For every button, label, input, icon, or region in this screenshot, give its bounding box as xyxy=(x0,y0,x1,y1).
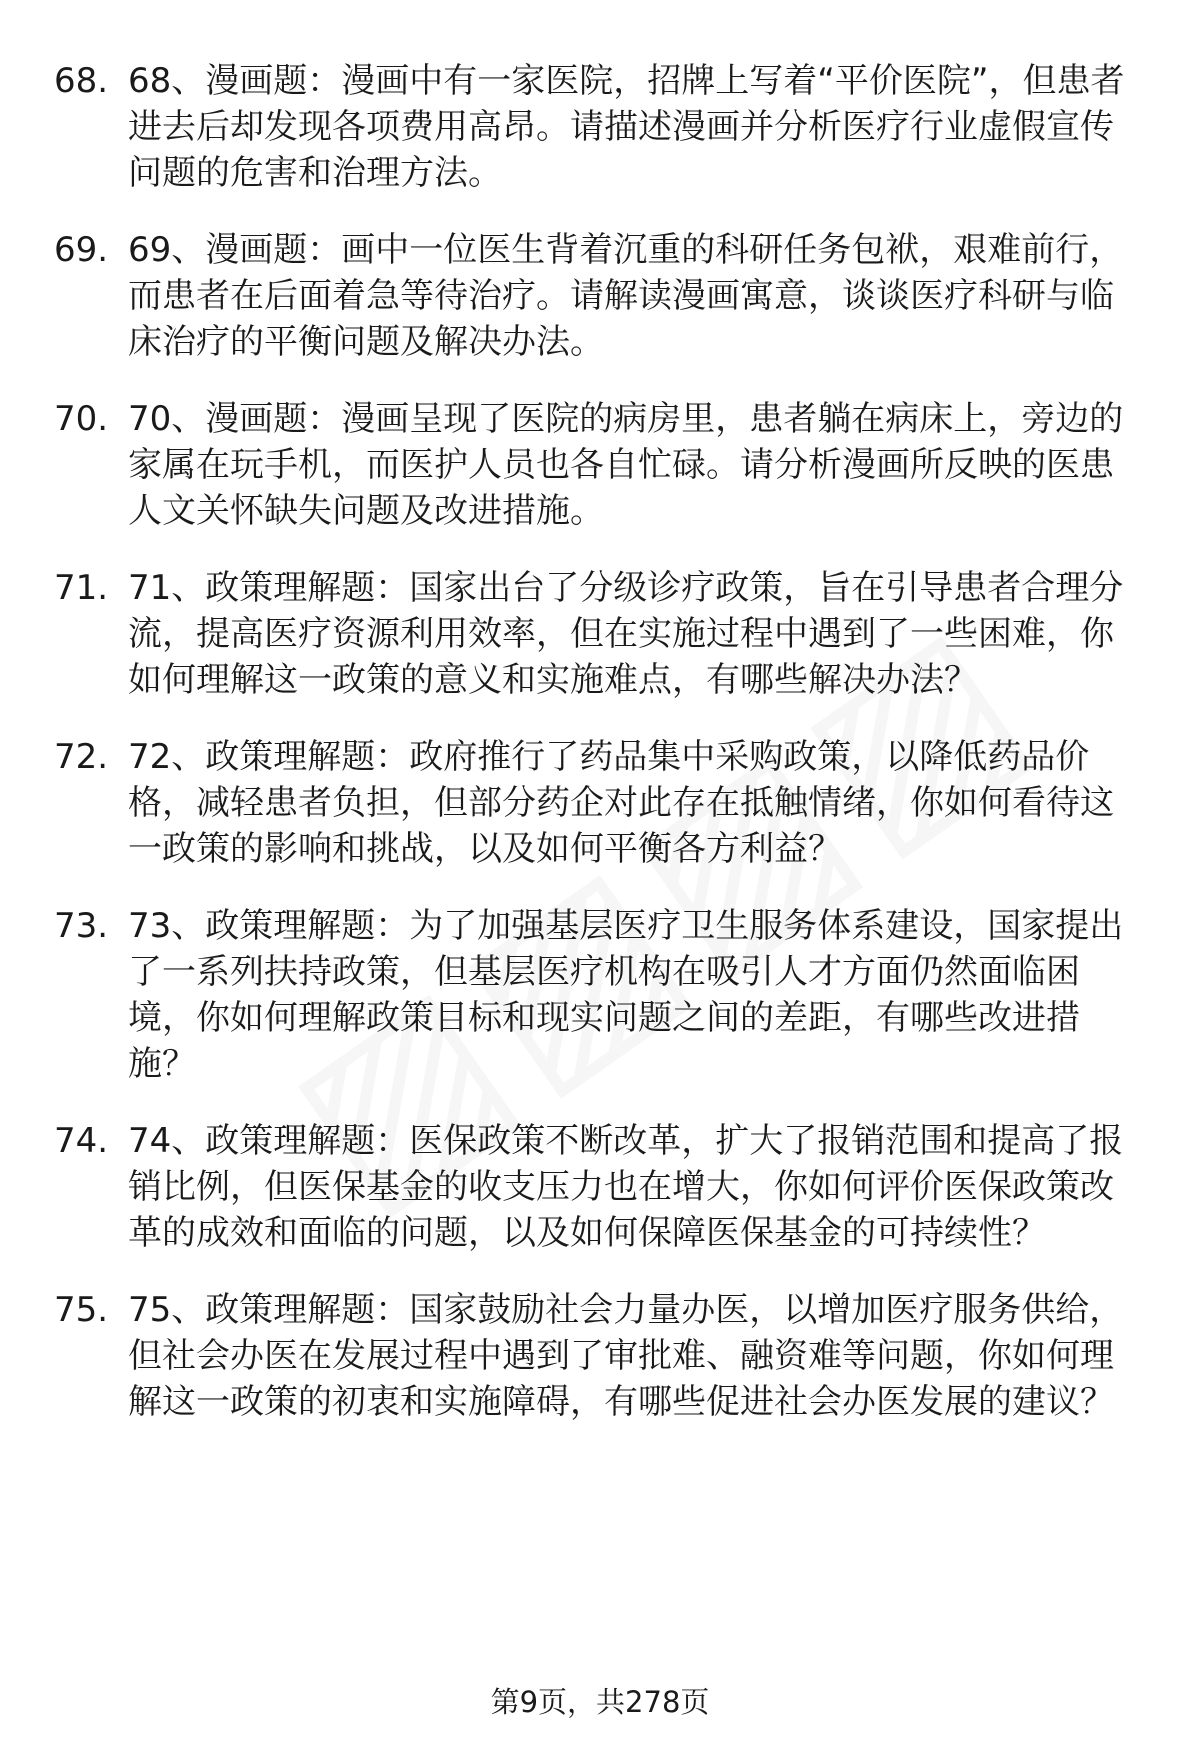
question-item xyxy=(54,1118,1144,1256)
page-footer: 第9页，共278页 xyxy=(490,1685,710,1719)
question-item xyxy=(54,227,1144,365)
question-item xyxy=(54,396,1144,534)
question-number: 68. xyxy=(54,61,109,101)
question-text: 72、政策理解题：政府推行了药品集中采购政策，以降低药品价格，减轻患者负担，但部分药企对此存在抵触情绪，你如何看待这一政策的影响和挑战，以及如何平衡各方利益？ xyxy=(128,737,1114,869)
question-number: 75. xyxy=(54,1290,109,1330)
question-item xyxy=(54,565,1144,703)
question-text: 71、政策理解题：国家出台了分级诊疗政策，旨在引导患者合理分流，提高医疗资源利用效率，但在实施过程中遇到了一些困难，你如何理解这一政策的意义和实施难点，有哪些解决办法？ xyxy=(128,568,1124,700)
question-text: 73、政策理解题：为了加强基层医疗卫生服务体系建设，国家提出了一系列扶持政策，但基层医疗机构在吸引人才方面仍然面临困境，你如何理解政策目标和现实问题之间的差距，有哪些改进措施？ xyxy=(128,906,1124,1084)
question-text: 68、漫画题：漫画中有一家医院，招牌上写着“平价医院”，但患者进去后却发现各项费用高昂。请描述漫画并分析医疗行业虚假宣传问题的危害和治理方法。 xyxy=(128,61,1125,193)
question-item xyxy=(54,903,1144,1087)
question-number: 72. xyxy=(54,737,109,777)
question-number: 73. xyxy=(54,906,109,946)
question-text: 70、漫画题：漫画呈现了医院的病房里，患者躺在病床上，旁边的家属在玩手机，而医护人员也各自忙碌。请分析漫画所反映的医患人文关怀缺失问题及改进措施。 xyxy=(128,399,1124,531)
question-number: 71. xyxy=(54,568,109,608)
question-item xyxy=(54,734,1144,872)
question-text: 75、政策理解题：国家鼓励社会力量办医，以增加医疗服务供给，但社会办医在发展过程中遇到了审批难、融资难等问题，你如何理解这一政策的初衷和实施障碍，有哪些促进社会办医发展的建议？ xyxy=(128,1290,1124,1422)
question-item xyxy=(54,58,1144,196)
question-number: 70. xyxy=(54,399,109,439)
question-number: 69. xyxy=(54,230,109,270)
question-text: 69、漫画题：画中一位医生背着沉重的科研任务包袱，艰难前行，而患者在后面着急等待治疗。请解读漫画寓意，谈谈医疗科研与临床治疗的平衡问题及解决办法。 xyxy=(128,230,1124,362)
question-text: 74、政策理解题：医保政策不断改革，扩大了报销范围和提高了报销比例，但医保基金的收支压力也在增大，你如何评价医保政策改革的成效和面临的问题，以及如何保障医保基金的可持续性？ xyxy=(128,1121,1124,1253)
question-item xyxy=(54,1287,1144,1425)
question-list xyxy=(54,58,1144,1456)
question-number: 74. xyxy=(54,1121,109,1161)
